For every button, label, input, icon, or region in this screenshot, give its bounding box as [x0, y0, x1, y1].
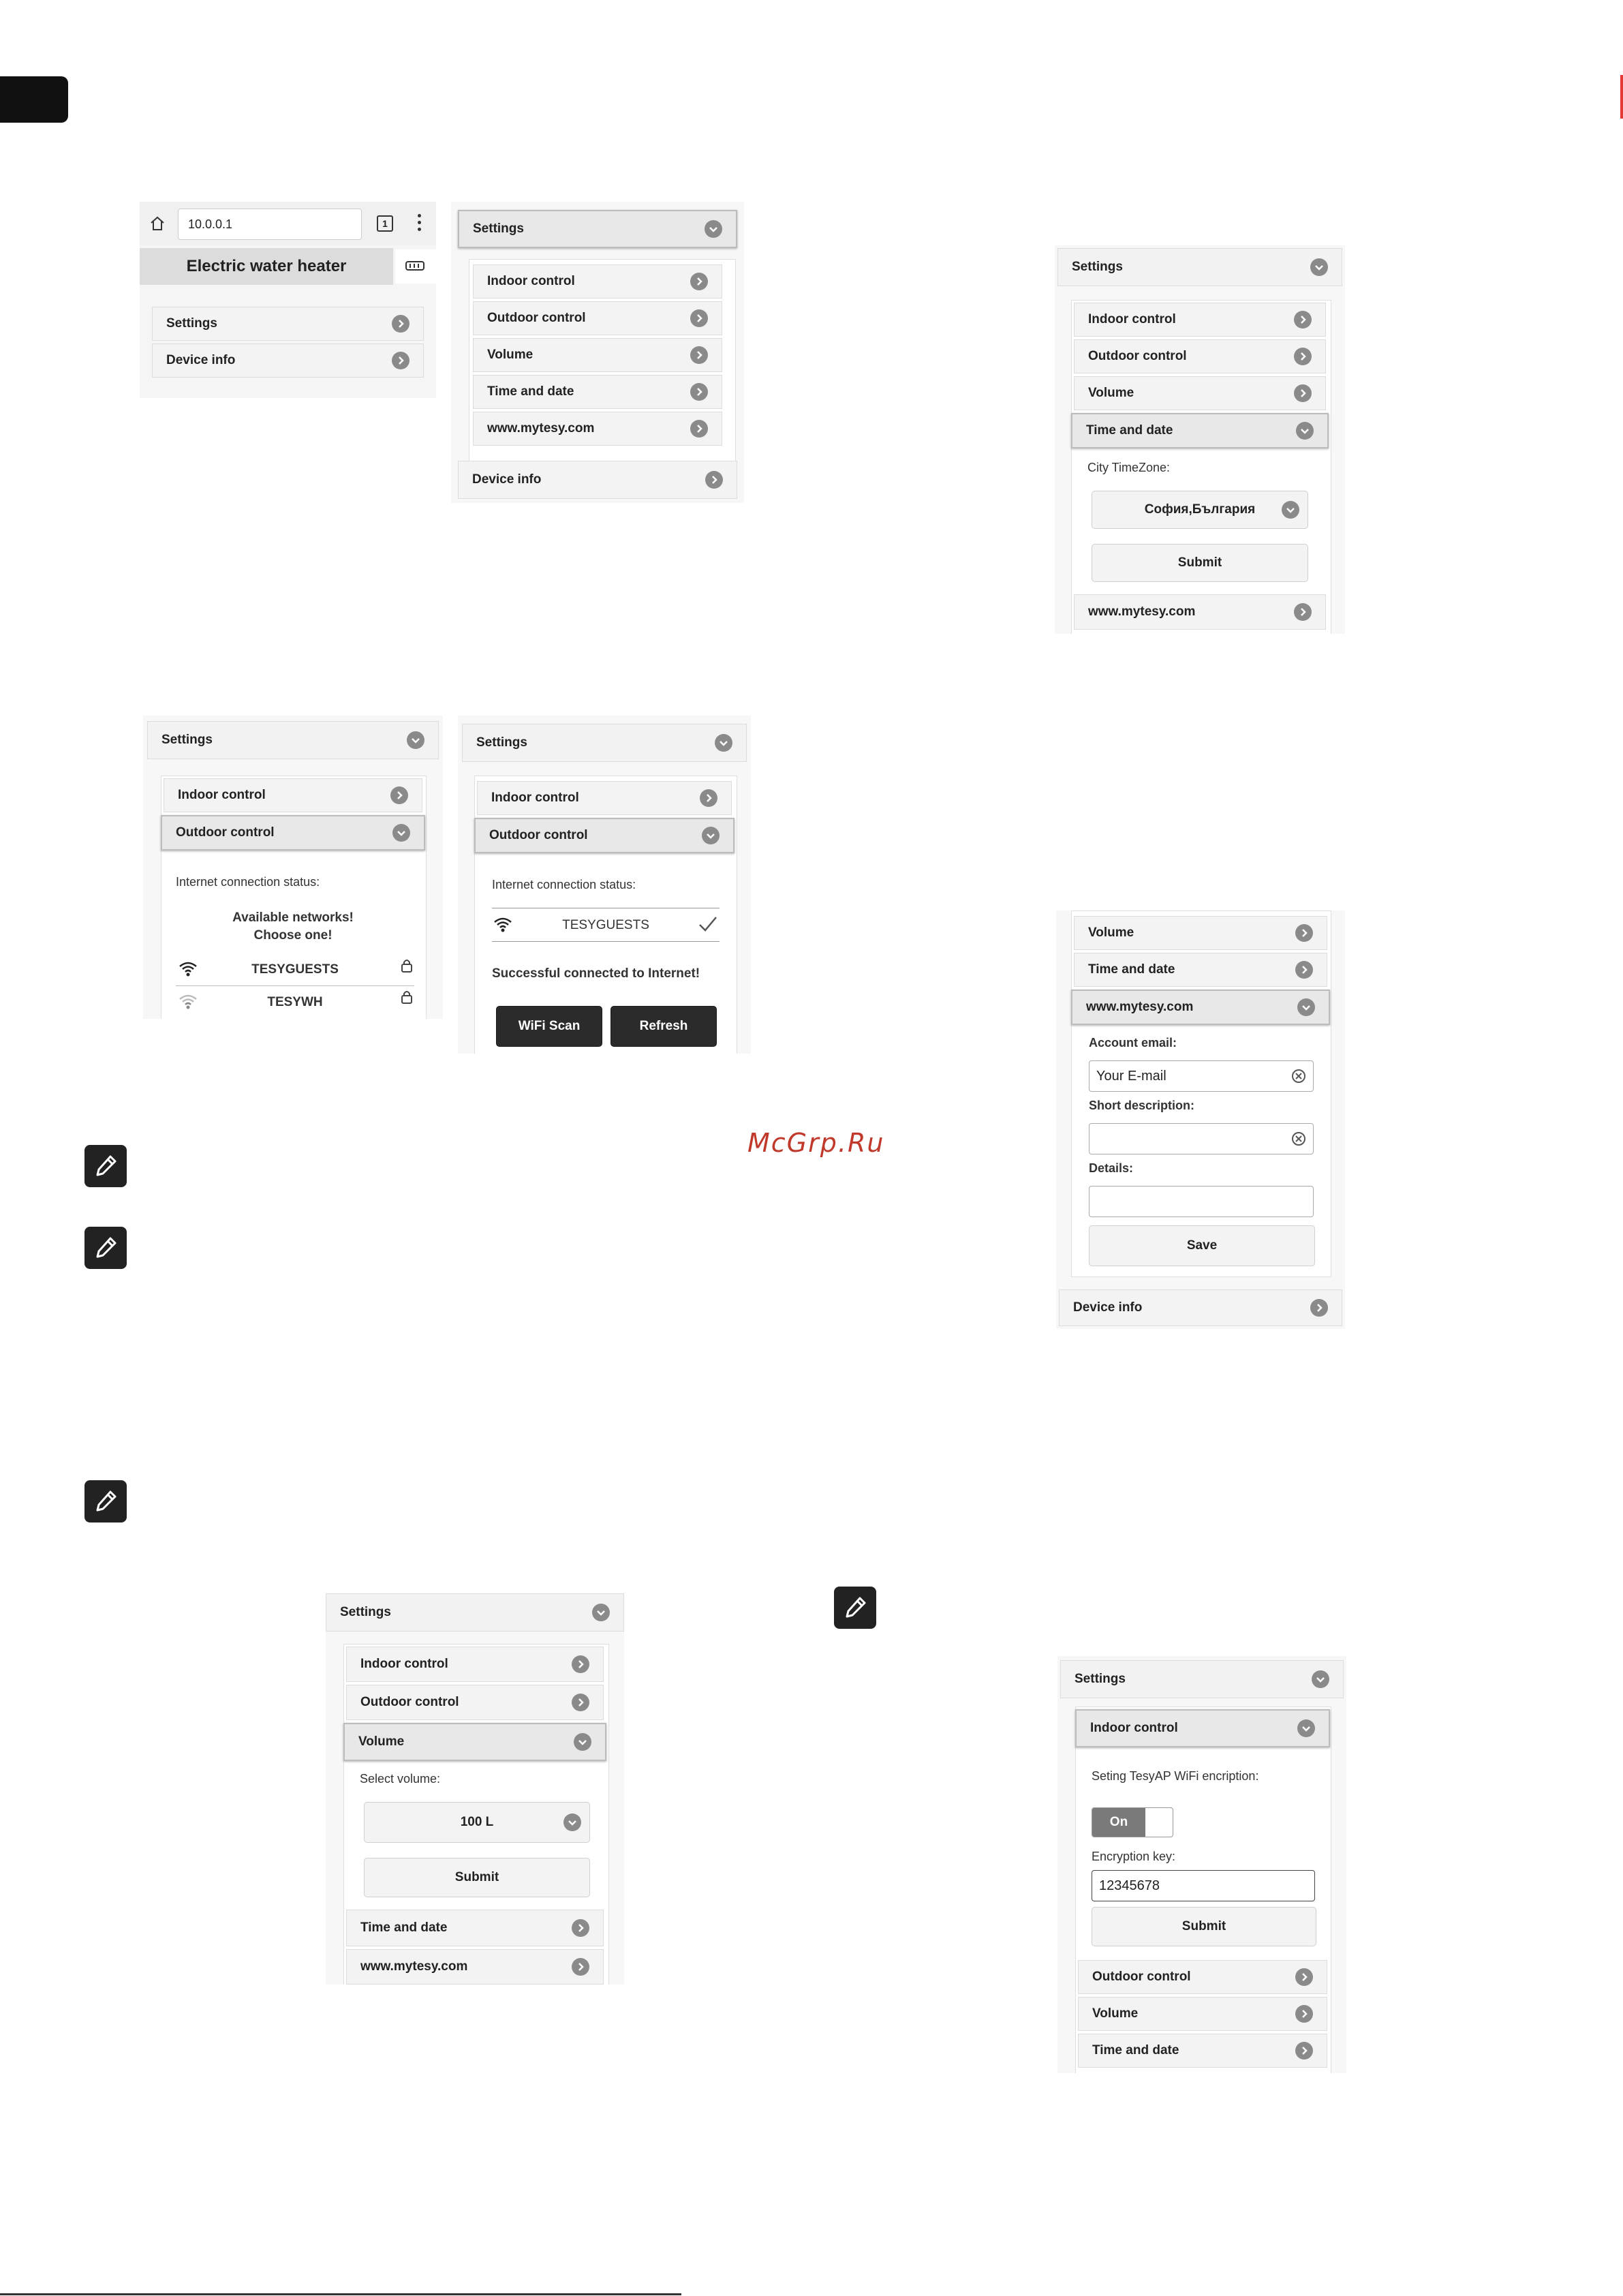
item-volume[interactable]: Volume	[1078, 1997, 1327, 2031]
chevron-right-icon	[690, 346, 708, 364]
item-volume[interactable]: Volume	[473, 338, 722, 372]
item-indoor-control[interactable]: Indoor control	[477, 781, 732, 815]
chevron-right-icon	[705, 471, 723, 489]
settings-header[interactable]: Settings	[1060, 1660, 1344, 1698]
footer-rule	[0, 2293, 681, 2295]
settings-header[interactable]: Settings	[1057, 248, 1342, 286]
settings-header[interactable]: Settings	[462, 724, 747, 762]
outdoor-scan-screen	[143, 716, 443, 1019]
chevron-right-icon	[1295, 1968, 1313, 1986]
chevron-right-icon	[392, 315, 409, 333]
submit-button[interactable]: Submit	[1092, 544, 1308, 582]
item-mytesy[interactable]: www.mytesy.com	[1074, 594, 1326, 630]
available-networks-text: Available networks!	[232, 910, 354, 925]
chevron-right-icon	[390, 786, 408, 804]
browser-toolbar	[140, 202, 436, 245]
encryption-key-field[interactable]: 12345678	[1092, 1870, 1315, 1901]
chevron-down-icon	[1297, 1719, 1315, 1737]
chevron-right-icon	[1310, 1299, 1328, 1317]
item-mytesy[interactable]: www.mytesy.com	[346, 1949, 604, 1985]
watermark: McGrp.Ru	[747, 1128, 885, 1158]
page-title: Electric water heater	[140, 248, 393, 285]
chevron-down-icon	[1282, 501, 1299, 519]
chevron-right-icon	[392, 352, 409, 369]
chevron-right-icon	[1295, 2042, 1313, 2060]
note-pencil-icon	[834, 1587, 876, 1629]
details-field[interactable]	[1089, 1186, 1314, 1217]
clear-icon[interactable]	[1291, 1069, 1306, 1084]
item-device-info[interactable]: Device info	[1059, 1289, 1342, 1326]
save-button[interactable]: Save	[1089, 1225, 1315, 1266]
item-mytesy[interactable]: www.mytesy.com	[473, 412, 722, 446]
settings-header[interactable]: Settings	[147, 721, 439, 759]
settings-header[interactable]: Settings	[326, 1593, 624, 1632]
email-label: Account email:	[1089, 1036, 1177, 1050]
chevron-down-icon	[392, 824, 410, 842]
indoor-control-screen	[1057, 1656, 1346, 2073]
chevron-right-icon	[572, 1919, 589, 1937]
chevron-down-icon	[1312, 1670, 1329, 1688]
browser-screen	[140, 202, 436, 398]
more-vert-icon[interactable]	[418, 214, 422, 233]
check-icon	[698, 915, 718, 933]
note-pencil-icon	[84, 1480, 127, 1522]
item-mytesy-open[interactable]: www.mytesy.com	[1071, 990, 1330, 1025]
chevron-down-icon	[1297, 998, 1315, 1016]
lock-icon	[401, 990, 413, 1005]
item-outdoor-control[interactable]: Outdoor control	[473, 301, 722, 335]
chevron-right-icon	[1295, 924, 1313, 942]
item-device-info[interactable]: Device info	[458, 461, 737, 499]
item-volume[interactable]: Volume	[1074, 916, 1327, 950]
item-indoor-control[interactable]: Indoor control	[473, 264, 722, 299]
chevron-down-icon	[563, 1813, 581, 1831]
home-icon[interactable]	[149, 215, 166, 232]
volume-select[interactable]: 100 L	[364, 1802, 590, 1843]
network-row[interactable]: TESYGUESTS	[492, 908, 720, 942]
chevron-right-icon	[1294, 348, 1312, 365]
chevron-right-icon	[572, 1655, 589, 1673]
chevron-down-icon	[592, 1604, 610, 1621]
success-message: Successful connected to Internet!	[492, 966, 700, 981]
note-pencil-icon	[84, 1145, 127, 1187]
chevron-right-icon	[1295, 961, 1313, 979]
item-indoor-control-open[interactable]: Indoor control	[1075, 1709, 1330, 1747]
item-time-and-date[interactable]: Time and date	[473, 375, 722, 409]
url-bar[interactable]: 10.0.0.1	[178, 209, 362, 240]
item-volume[interactable]: Volume	[1074, 376, 1326, 410]
item-outdoor-control-open[interactable]: Outdoor control	[161, 815, 425, 851]
chevron-down-icon	[407, 731, 424, 749]
chevron-right-icon	[572, 1958, 589, 1976]
tab-count-icon[interactable]: 1	[377, 215, 393, 232]
chevron-right-icon	[1294, 603, 1312, 621]
page-tab-marker	[0, 76, 68, 123]
chevron-down-icon	[1296, 422, 1314, 440]
settings-expanded-screen	[451, 202, 744, 503]
chevron-down-icon	[715, 734, 732, 752]
item-indoor-control[interactable]: Indoor control	[346, 1647, 604, 1682]
menu-item-settings[interactable]: Settings	[152, 307, 424, 341]
chevron-down-icon	[574, 1733, 591, 1751]
item-outdoor-control[interactable]: Outdoor control	[346, 1685, 604, 1720]
network-row[interactable]: TESYGUESTS	[176, 954, 414, 986]
clear-icon[interactable]	[1291, 1131, 1306, 1146]
select-volume-label: Select volume:	[360, 1772, 441, 1786]
menu-item-device-info[interactable]: Device info	[152, 343, 424, 378]
short-description-field[interactable]	[1089, 1123, 1314, 1154]
item-volume-open[interactable]: Volume	[343, 1723, 606, 1761]
chevron-right-icon	[1294, 384, 1312, 402]
timezone-label: City TimeZone:	[1087, 461, 1171, 474]
status-label: Internet connection status:	[492, 878, 636, 891]
chevron-right-icon	[572, 1694, 589, 1711]
network-row[interactable]: TESYWH	[176, 987, 414, 1018]
wifi-scan-button[interactable]: WiFi Scan	[496, 1006, 602, 1047]
note-pencil-icon	[84, 1227, 127, 1269]
heater-icon[interactable]	[395, 249, 436, 284]
chevron-right-icon	[690, 273, 708, 290]
chevron-right-icon	[700, 789, 717, 807]
item-time-and-date-open[interactable]: Time and date	[1071, 413, 1329, 448]
mytesy-screen	[1056, 910, 1345, 1329]
encryption-key-label: Encryption key:	[1092, 1850, 1176, 1863]
chevron-right-icon	[690, 309, 708, 327]
outdoor-connected-screen	[458, 716, 751, 1054]
item-time-and-date[interactable]: Time and date	[1074, 953, 1327, 987]
chevron-right-icon	[690, 420, 708, 438]
edge-mark	[1620, 75, 1623, 119]
chevron-right-icon	[690, 383, 708, 401]
short-description-label: Short description:	[1089, 1099, 1195, 1112]
volume-screen	[326, 1593, 624, 1985]
item-time-and-date[interactable]: Time and date	[346, 1910, 604, 1946]
item-indoor-control[interactable]: Indoor control	[1074, 303, 1326, 337]
item-outdoor-control-open[interactable]: Outdoor control	[474, 818, 735, 853]
timezone-select[interactable]: София,България	[1092, 491, 1308, 529]
encryption-toggle[interactable]: On	[1092, 1807, 1173, 1837]
chevron-right-icon	[1294, 311, 1312, 328]
item-outdoor-control[interactable]: Outdoor control	[1078, 1960, 1327, 1994]
item-outdoor-control[interactable]: Outdoor control	[1074, 339, 1326, 373]
status-label: Internet connection status:	[176, 875, 320, 889]
time-date-screen	[1055, 245, 1345, 634]
submit-button[interactable]: Submit	[364, 1858, 590, 1897]
lock-icon	[401, 958, 413, 973]
chevron-down-icon	[705, 220, 722, 238]
encryption-setting-label: Seting TesyAP WiFi encription:	[1092, 1769, 1259, 1783]
item-time-and-date[interactable]: Time and date	[1078, 2034, 1327, 2068]
item-indoor-control[interactable]: Indoor control	[164, 778, 422, 812]
details-label: Details:	[1089, 1161, 1134, 1175]
settings-header[interactable]: Settings	[458, 210, 737, 248]
submit-button[interactable]: Submit	[1092, 1907, 1316, 1946]
chevron-down-icon	[1310, 258, 1328, 276]
choose-one-text: Choose one!	[253, 928, 333, 943]
chevron-right-icon	[1295, 2005, 1313, 2023]
refresh-button[interactable]: Refresh	[610, 1006, 717, 1047]
email-field[interactable]: Your E-mail	[1089, 1060, 1314, 1092]
chevron-down-icon	[702, 827, 720, 844]
